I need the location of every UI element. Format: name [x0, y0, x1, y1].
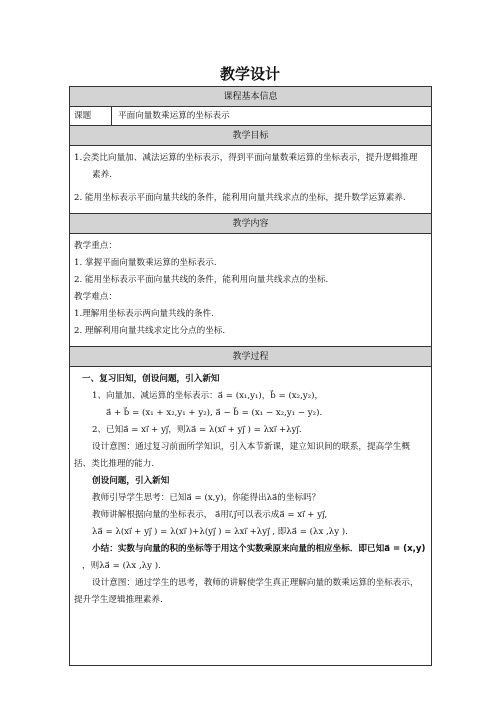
key-item: 1. 掌握平面向量数乘运算的坐标表示.	[74, 258, 217, 268]
content-header: 教学内容	[70, 214, 431, 234]
process-line: a⃗ + b⃗ = (x₁ + x₂,y₁ + y₂), a⃗ − b⃗ = (x₁ − x₂,y₁ − y₂).	[106, 408, 323, 418]
process-line: 教师讲解根据向量的坐标表示， a⃗用i⃗,j⃗可以表示成a⃗ = xi⃗ + yj⃗,	[92, 510, 328, 520]
section-title: 一、复习旧知，创设问题，引入新知	[82, 374, 220, 384]
goals-body	[70, 146, 431, 214]
process-line: λa⃗ = λ(xi⃗ + yj⃗ ) = λ(xi⃗ )+λ(yj⃗ ) = λxi⃗ +λyj⃗ , 即λa⃗ = (λx ,λy ).	[92, 527, 348, 537]
process-body	[70, 367, 431, 615]
diff-item: 1.理解用坐标表示两向量共线的条件.	[74, 309, 214, 319]
process-line: 教师引导学生思考：已知a⃗ = (x,y)，你能得出λa⃗的坐标吗？	[92, 493, 321, 503]
diff-item: 2. 理解利用向量共线求定比分点的坐标.	[74, 326, 226, 336]
course-info-header: 课程基本信息	[70, 87, 431, 107]
lesson-table	[69, 86, 432, 666]
summary-line: ，则λa⃗ = (λx ,λy ).	[82, 561, 161, 571]
process-line: 2、已知a⃗ = xi⃗ + yj⃗，则λa⃗ = λ(xi⃗ + yj⃗ ) = λxi⃗ +λyj⃗.	[92, 425, 302, 435]
section-title: 创设问题，引入新知	[92, 476, 170, 486]
key-item: 2. 能用坐标表示平面向量共线的条件，能利用向量共线求点的坐标.	[74, 275, 329, 285]
process-line: 设计意图：通过学生的思考，教师的讲解使学生真正理解向量的数乘运算的坐标表示，	[92, 578, 419, 588]
page-title: 教学设计	[219, 65, 280, 83]
topic-row	[70, 107, 431, 126]
process-header: 教学过程	[70, 347, 431, 367]
goal-line: 1.会类比向量加、减法运算的坐标表示，得到平面向量数乘运算的坐标表示，提升逻辑推理	[74, 153, 418, 163]
summary-line: 小结：实数与向量的积的坐标等于用这个实数乘原来向量的相应坐标．即已知a⃗ = (x,y)	[92, 544, 426, 554]
process-line: 1、向量加、减运算的坐标表示：a⃗ = (x₁,y₁)，b⃗ = (x₂,y₂)，	[92, 391, 324, 401]
goal-line: 素养.	[92, 170, 112, 180]
topic-label: 课题	[70, 107, 112, 125]
process-line: 括、类比推理的能力.	[74, 459, 155, 469]
diff-label: 教学难点：	[74, 292, 117, 302]
process-line: 提升学生逻辑推理素养.	[74, 595, 163, 605]
process-line: 设计意图：通过复习前面所学知识，引入本节新课，建立知识间的联系，提高学生概	[92, 442, 410, 452]
topic-value: 平面向量数乘运算的坐标表示	[118, 111, 230, 121]
content-body	[70, 234, 431, 347]
key-label: 教学重点：	[74, 241, 117, 251]
goal-line: 2. 能用坐标表示平面向量共线的条件，能利用向量共线求点的坐标，提升数学运算素养.	[74, 193, 406, 203]
goals-header: 教学目标	[70, 126, 431, 146]
